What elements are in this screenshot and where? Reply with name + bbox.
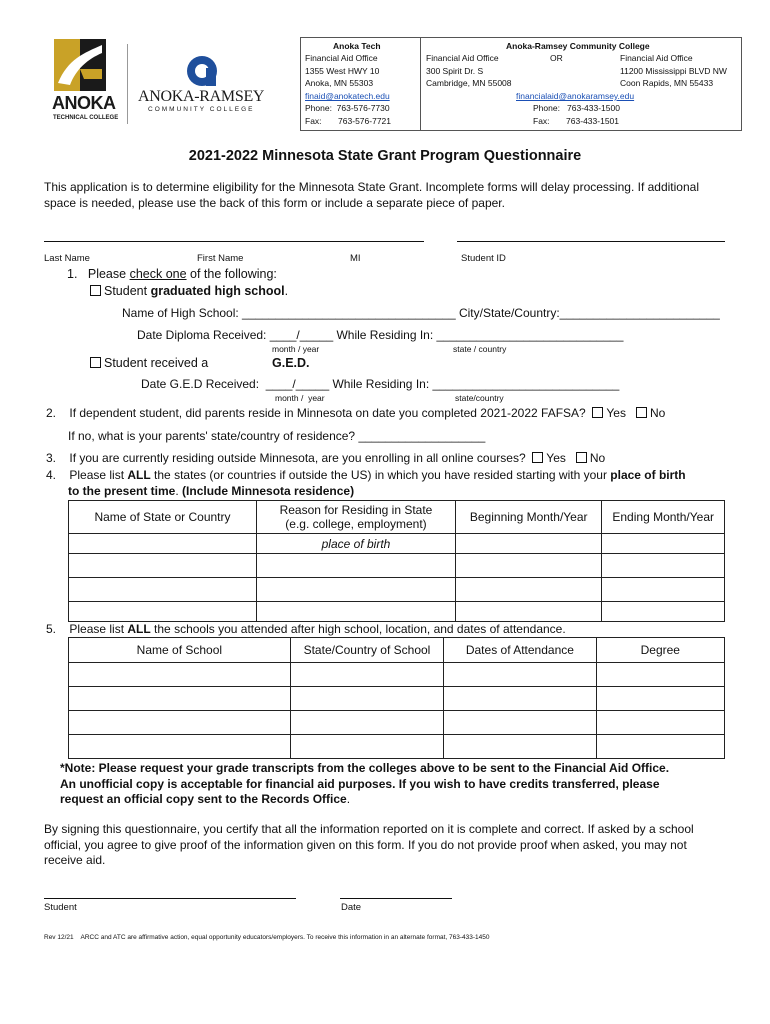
- table-row: [69, 534, 725, 554]
- col-reason: [256, 501, 455, 534]
- month-year-hint: month / year: [272, 344, 320, 354]
- high-school-name-field[interactable]: Name of High School: ________________________________ City/State/Country:________________________: [122, 306, 720, 320]
- date-signature-line[interactable]: [340, 898, 452, 899]
- table-cell[interactable]: [256, 602, 455, 622]
- diploma-date-field[interactable]: Date Diploma Received: ____/_____ While Residing In: ____________________________: [137, 328, 624, 342]
- table-cell[interactable]: [69, 663, 291, 687]
- anoka-tech-office: Financial Aid Office: [305, 53, 378, 63]
- q3-no-checkbox[interactable]: [576, 452, 587, 463]
- residence-table-header: [69, 501, 725, 534]
- table-cell[interactable]: [602, 534, 725, 554]
- table-cell[interactable]: [444, 711, 596, 735]
- col-school-name: Name of School: [69, 638, 291, 663]
- q3-number: 3.: [46, 451, 57, 465]
- anoka-tech-logo-mark: [54, 39, 106, 91]
- table-cell[interactable]: [69, 711, 291, 735]
- q5-pre: Please list: [69, 622, 128, 636]
- q3-no-label: No: [589, 451, 606, 465]
- note-line-1: *Note: Please request your grade transcripts from the colleges above to be sent to the Financial Aid Office.: [60, 761, 670, 775]
- table-cell[interactable]: [596, 663, 724, 687]
- anoka-tech-city: Anoka, MN 55303: [305, 78, 374, 88]
- table-cell[interactable]: [456, 602, 602, 622]
- q3-text: If you are currently residing outside Minnesota, are you enrolling in all online courses?: [69, 451, 526, 465]
- note-line-3: request an official copy sent to the Records Office: [60, 792, 347, 806]
- table-row: [69, 602, 725, 622]
- arcc-logo-text: ANOKA-RAMSEY: [138, 88, 265, 105]
- question-4-line2: [68, 484, 354, 498]
- table-cell[interactable]: [444, 663, 596, 687]
- student-id-field-line[interactable]: [457, 241, 725, 242]
- table-cell[interactable]: [69, 578, 257, 602]
- q4-post: .: [175, 484, 183, 498]
- q1-option-graduated: [90, 284, 288, 298]
- question-3: [46, 451, 605, 465]
- ged-date-field[interactable]: Date G.E.D Received: ____/_____ While Residing In: ____________________________: [141, 377, 620, 391]
- q5-number: 5.: [46, 622, 57, 636]
- col-dates: Dates of Attendance: [444, 638, 596, 663]
- q1-opt2-pre: Student received a: [104, 356, 209, 370]
- arcc-coon-rapids-street: 11200 Mississippi BLVD NW: [620, 66, 727, 76]
- table-cell[interactable]: [256, 578, 455, 602]
- col-beginning: Beginning Month/Year: [456, 501, 602, 534]
- table-cell[interactable]: [69, 602, 257, 622]
- place-of-birth-cell[interactable]: place of birth: [256, 534, 455, 554]
- table-cell[interactable]: [69, 554, 257, 578]
- q2-no-label: No: [649, 406, 666, 420]
- q2-text: If dependent student, did parents reside in Minnesota on date you completed 2021-2022 FAFSA?: [69, 406, 586, 420]
- date-signature-label: Date: [341, 902, 362, 913]
- arcc-logo-mark: [186, 54, 218, 88]
- contact-info-box: [300, 37, 742, 131]
- student-signature-line[interactable]: [44, 898, 296, 899]
- table-row: [69, 554, 725, 578]
- table-cell[interactable]: [596, 711, 724, 735]
- anoka-logo-text: ANOKA: [52, 93, 116, 113]
- table-cell[interactable]: [456, 534, 602, 554]
- table-cell[interactable]: [290, 711, 443, 735]
- arcc-title: Anoka-Ramsey Community College: [506, 41, 650, 51]
- first-name-label: First Name: [197, 253, 244, 264]
- intro-text: This application is to determine eligibility for the Minnesota State Grant. Incomplete forms will delay processing. If additional space is needed, please use the back of this form or include a separate piece of paper.: [44, 180, 699, 210]
- q3-yes-checkbox[interactable]: [532, 452, 543, 463]
- q4-mid: the states (or countries if outside the US) in which you have resided starting with your: [150, 468, 611, 482]
- state-country-hint-2: state/country: [455, 393, 504, 403]
- schools-table: [68, 637, 725, 759]
- q5-all: ALL: [127, 622, 151, 636]
- residence-table: [68, 500, 725, 622]
- table-row: [69, 663, 725, 687]
- table-cell[interactable]: [69, 534, 257, 554]
- table-cell[interactable]: [444, 735, 596, 759]
- q4-number: 4.: [46, 468, 57, 482]
- table-row: [69, 711, 725, 735]
- table-row: [69, 687, 725, 711]
- col-reason-line1: Reason for Residing in State: [279, 503, 433, 517]
- q4-pre: Please list: [69, 468, 128, 482]
- arcc-cambridge-office: Financial Aid Office: [426, 53, 499, 63]
- q1-check-one: check one: [129, 267, 187, 281]
- anoka-tech-logo: [52, 39, 119, 129]
- arcc-logo-subtext: COMMUNITY COLLEGE: [148, 106, 255, 113]
- q1-opt1-bold: graduated high school: [150, 284, 285, 298]
- q1-opt1-pre: Student: [104, 284, 151, 298]
- q1-opt1-post: .: [284, 284, 289, 298]
- graduated-checkbox[interactable]: [90, 285, 101, 296]
- transcript-note: *Note: Please request your grade transcripts from the colleges above to be sent to the Financial Aid Office. An unofficial copy is acceptable for financial aid purposes. If you wish to have credits transferred, please request an official copy sent to the Records Office.: [60, 761, 670, 806]
- q1-pre: Please: [87, 267, 130, 281]
- col-ending: Ending Month/Year: [602, 501, 725, 534]
- table-cell[interactable]: [456, 578, 602, 602]
- ged-checkbox[interactable]: [90, 357, 101, 368]
- col-state-country: Name of State or Country: [69, 501, 257, 534]
- table-cell[interactable]: [69, 735, 291, 759]
- form-title: 2021-2022 Minnesota State Grant Program Questionnaire: [188, 148, 582, 164]
- table-cell[interactable]: [290, 687, 443, 711]
- table-cell[interactable]: [456, 554, 602, 578]
- arcc-fax: Fax: 763-433-1501: [533, 116, 619, 126]
- arcc-phone: Phone: 763-433-1500: [533, 103, 620, 113]
- arcc-cambridge-city: Cambridge, MN 55008: [426, 78, 512, 88]
- table-cell[interactable]: [69, 687, 291, 711]
- state-country-hint: state / country: [453, 344, 507, 354]
- table-row: [69, 735, 725, 759]
- table-cell[interactable]: [602, 602, 725, 622]
- arcc-coon-rapids-city: Coon Rapids, MN 55433: [620, 78, 714, 88]
- q4-all: ALL: [127, 468, 151, 482]
- parents-residence-field[interactable]: If no, what is your parents' state/country of residence? ___________________: [68, 429, 486, 443]
- question-5: [46, 622, 566, 636]
- logo-divider: [127, 44, 128, 124]
- anoka-tech-street: 1355 West HWY 10: [305, 66, 380, 76]
- student-signature-label: Student: [44, 902, 77, 913]
- q2-yes-label: Yes: [606, 406, 626, 420]
- table-cell[interactable]: [444, 687, 596, 711]
- q1-post: of the following:: [186, 267, 277, 281]
- certification-text: By signing this questionnaire, you certify that all the information reported on it is complete and correct. If asked by a school official, you agree to give proof of the information given on this form. If you do not provide proof when asked, you may not receive aid.: [44, 822, 694, 867]
- anoka-tech-fax: Fax: 763-576-7721: [305, 116, 391, 126]
- anoka-tech-title: Anoka Tech: [333, 41, 381, 51]
- arcc-logo: [138, 52, 268, 122]
- table-row: [69, 578, 725, 602]
- q4-place-of-birth: place of birth: [610, 468, 686, 482]
- table-cell[interactable]: [290, 735, 443, 759]
- or-label: OR: [550, 53, 563, 63]
- mi-label: MI: [350, 253, 361, 264]
- arcc-cambridge-street: 300 Spirit Dr. S: [426, 66, 484, 76]
- q1-number: 1.: [67, 267, 78, 281]
- table-cell[interactable]: [256, 554, 455, 578]
- q4-include-mn: (Include Minnesota residence): [182, 484, 355, 498]
- arcc-email-link[interactable]: financialaid@anokaramsey.edu: [516, 91, 635, 101]
- month-year-hint-2: month / year: [275, 393, 325, 403]
- student-id-label: Student ID: [461, 253, 506, 264]
- question-2: [46, 406, 665, 420]
- arcc-coon-rapids-office: Financial Aid Office: [620, 53, 693, 63]
- q1-option-ged: [90, 356, 208, 370]
- q2-yes-checkbox[interactable]: [592, 407, 603, 418]
- anoka-tech-email-link[interactable]: finaid@anokatech.edu: [305, 91, 390, 101]
- schools-table-header: [69, 638, 725, 663]
- col-degree: Degree: [596, 638, 724, 663]
- anoka-logo-subtext: TECHNICAL COLLEGE: [53, 115, 119, 121]
- q3-yes-label: Yes: [546, 451, 566, 465]
- table-cell[interactable]: [290, 663, 443, 687]
- question-4: [46, 468, 686, 482]
- q2-no-checkbox[interactable]: [636, 407, 647, 418]
- col-reason-line2: (e.g. college, employment): [285, 517, 427, 531]
- contact-box-divider: [420, 38, 421, 130]
- table-cell[interactable]: [596, 687, 724, 711]
- name-field-line[interactable]: [44, 241, 424, 242]
- q5-post: the schools you attended after high school, location, and dates of attendance.: [150, 622, 566, 636]
- table-cell[interactable]: [602, 554, 725, 578]
- question-1: [67, 267, 277, 281]
- table-cell[interactable]: [602, 578, 725, 602]
- note-line-2: An unofficial copy is acceptable for financial aid purposes. If you wish to have credits transferred, please: [60, 776, 660, 791]
- footer-text: Rev 12/21 ARCC and ATC are affirmative action, equal opportunity educators/employers. To receive this information in an alternate format, 763-433-1450: [44, 934, 490, 941]
- col-school-state: State/Country of School: [290, 638, 443, 663]
- last-name-label: Last Name: [44, 253, 90, 264]
- anoka-tech-phone: Phone: 763-576-7730: [305, 103, 390, 113]
- ged-label: G.E.D.: [272, 356, 310, 370]
- q4-present-time: to the present time: [68, 484, 176, 498]
- q2-number: 2.: [46, 406, 57, 420]
- table-cell[interactable]: [596, 735, 724, 759]
